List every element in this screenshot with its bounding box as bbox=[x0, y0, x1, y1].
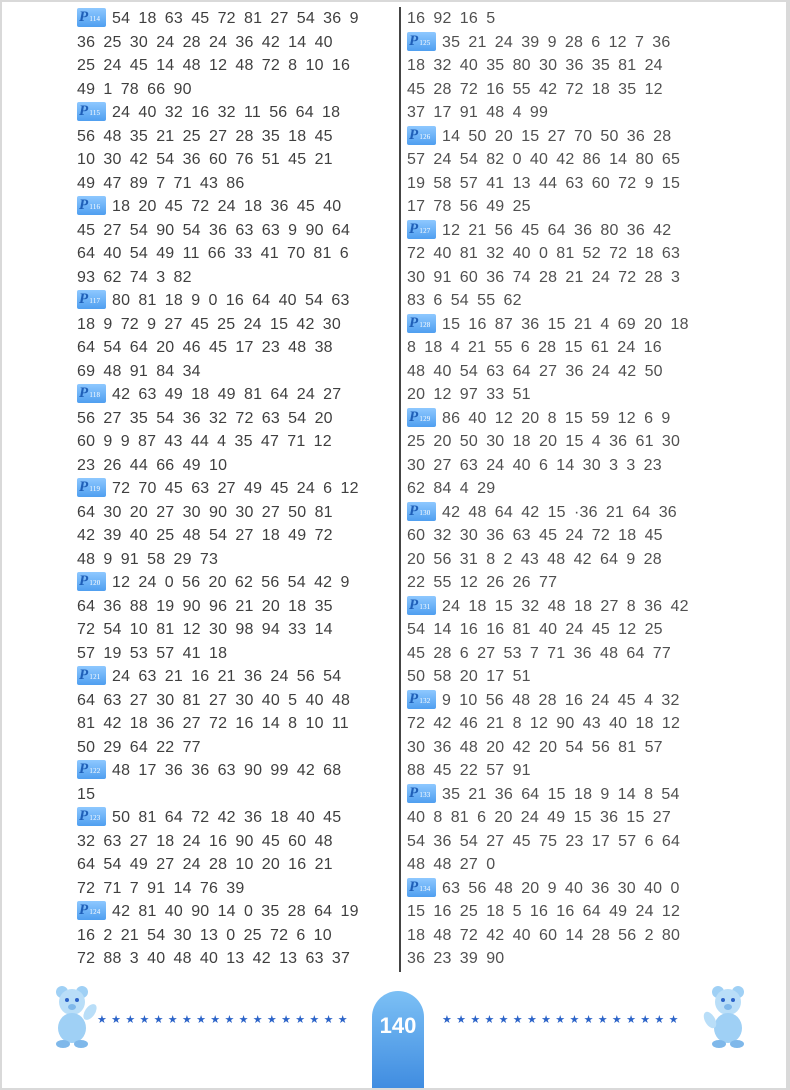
problem-start-line bbox=[407, 31, 725, 55]
number-sequence: 18 48 72 42 40 60 14 28 56 2 80 bbox=[407, 926, 681, 944]
number-line bbox=[77, 548, 395, 572]
number-line bbox=[77, 642, 395, 666]
problem-start-line bbox=[77, 195, 395, 219]
number-sequence: 64 54 64 20 46 45 17 23 48 38 bbox=[77, 339, 333, 356]
problem-tag bbox=[77, 196, 106, 215]
number-line bbox=[77, 313, 395, 337]
number-line bbox=[77, 31, 395, 55]
number-sequence: 20 12 97 33 51 bbox=[407, 386, 531, 403]
problem-start-line bbox=[77, 759, 395, 783]
number-sequence: 64 63 27 30 81 27 30 40 5 40 48 bbox=[77, 691, 351, 709]
number-sequence: 18 9 72 9 27 45 25 24 15 42 30 bbox=[77, 315, 341, 333]
right-column bbox=[407, 7, 725, 971]
number-line bbox=[77, 454, 395, 478]
number-sequence: 48 9 91 58 29 73 bbox=[77, 550, 219, 568]
page bbox=[2, 2, 786, 1088]
number-sequence: 35 21 24 39 9 28 6 12 7 36 bbox=[442, 33, 671, 51]
problem-tag-number: 129 bbox=[419, 414, 431, 423]
problem-tag-letter: P bbox=[79, 479, 89, 496]
problem-start-line bbox=[407, 877, 725, 901]
problem-tag-number: 130 bbox=[419, 508, 431, 517]
number-line bbox=[407, 642, 725, 666]
number-sequence: 72 71 7 91 14 76 39 bbox=[77, 879, 245, 897]
number-sequence: 42 63 49 18 49 81 64 24 27 bbox=[112, 386, 342, 403]
problem-tag bbox=[77, 102, 106, 121]
number-sequence: 86 40 12 20 8 15 59 12 6 9 bbox=[442, 409, 671, 427]
number-sequence: 50 81 64 72 42 36 18 40 45 bbox=[112, 809, 342, 826]
problem-start-line bbox=[407, 501, 725, 525]
problem-start-line bbox=[407, 219, 725, 243]
problem-start-line bbox=[77, 477, 395, 501]
number-sequence: 32 63 27 18 24 16 90 45 60 48 bbox=[77, 832, 333, 850]
number-sequence: 64 36 88 19 90 96 21 20 18 35 bbox=[77, 597, 333, 615]
problem-tag-number: 133 bbox=[419, 790, 431, 799]
problem-tag-letter: P bbox=[409, 220, 419, 237]
number-sequence: 16 92 16 5 bbox=[407, 10, 496, 27]
problem-tag-number: 116 bbox=[89, 203, 101, 212]
number-line bbox=[77, 712, 395, 736]
problem-tag-number: 128 bbox=[419, 320, 431, 329]
star-border-left: ★★★★★★★★★★★★★★★★★★ bbox=[97, 1014, 352, 1026]
problem-tag-letter: P bbox=[409, 878, 419, 895]
number-line bbox=[77, 853, 395, 877]
number-sequence: 36 25 30 24 28 24 36 42 14 40 bbox=[77, 33, 333, 51]
problem-tag-number: 122 bbox=[89, 767, 101, 776]
problem-start-line bbox=[77, 383, 395, 407]
problem-tag-letter: P bbox=[79, 573, 89, 590]
number-sequence: 12 24 0 56 20 62 56 54 42 9 bbox=[112, 574, 350, 591]
problem-tag-number: 132 bbox=[419, 696, 431, 705]
number-line bbox=[77, 54, 395, 78]
number-line bbox=[77, 336, 395, 360]
number-line bbox=[77, 924, 395, 948]
number-sequence: 24 63 21 16 21 36 24 56 54 bbox=[112, 668, 342, 685]
number-line bbox=[407, 524, 725, 548]
number-line bbox=[77, 219, 395, 243]
number-line bbox=[407, 759, 725, 783]
problem-tag bbox=[407, 32, 436, 51]
problem-tag-letter: P bbox=[409, 596, 419, 613]
column-divider bbox=[399, 7, 401, 972]
number-line bbox=[407, 571, 725, 595]
number-sequence: 49 47 89 7 71 43 86 bbox=[77, 174, 245, 192]
number-line bbox=[77, 830, 395, 854]
number-line bbox=[407, 618, 725, 642]
number-sequence: 72 40 81 32 40 0 81 52 72 18 63 bbox=[407, 245, 681, 262]
number-sequence: 42 39 40 25 48 54 27 18 49 72 bbox=[77, 527, 333, 544]
number-sequence: 16 2 21 54 30 13 0 25 72 6 10 bbox=[77, 926, 332, 944]
problem-tag bbox=[407, 502, 436, 521]
number-line bbox=[407, 172, 725, 196]
problem-tag bbox=[77, 290, 106, 309]
number-sequence: 80 81 18 9 0 16 64 40 54 63 bbox=[112, 292, 350, 309]
problem-tag bbox=[407, 878, 436, 897]
page-footer bbox=[2, 977, 786, 1088]
number-sequence: 48 17 36 36 63 90 99 42 68 bbox=[112, 762, 342, 779]
number-sequence: 30 91 60 36 74 28 21 24 72 28 3 bbox=[407, 268, 681, 286]
number-line bbox=[77, 242, 395, 266]
number-sequence: 45 27 54 90 54 36 63 63 9 90 64 bbox=[77, 221, 351, 239]
problem-tag-letter: P bbox=[79, 197, 89, 214]
number-sequence: 42 48 64 42 15 ·36 21 64 36 bbox=[442, 503, 677, 521]
number-sequence: 93 62 74 3 82 bbox=[77, 268, 192, 286]
problem-tag-letter: P bbox=[79, 291, 89, 308]
number-sequence: 54 14 16 16 81 40 24 45 12 25 bbox=[407, 621, 663, 638]
number-line bbox=[407, 360, 725, 384]
problem-tag-letter: P bbox=[409, 408, 419, 425]
number-sequence: 14 50 20 15 27 70 50 36 28 bbox=[442, 127, 672, 145]
number-sequence: 25 20 50 30 18 20 15 4 36 61 30 bbox=[407, 433, 681, 450]
number-sequence: 40 8 81 6 20 24 49 15 36 15 27 bbox=[407, 809, 671, 826]
number-sequence: 54 36 54 27 45 75 23 17 57 6 64 bbox=[407, 832, 681, 850]
problem-start-line bbox=[77, 101, 395, 125]
number-line bbox=[77, 148, 395, 172]
problem-tag bbox=[77, 807, 106, 826]
number-sequence: 30 27 63 24 40 6 14 30 3 3 23 bbox=[407, 456, 662, 474]
number-line bbox=[407, 947, 725, 971]
number-sequence: 20 56 31 8 2 43 48 42 64 9 28 bbox=[407, 550, 662, 568]
number-line bbox=[77, 266, 395, 290]
problem-tag bbox=[407, 408, 436, 427]
number-sequence: 25 24 45 14 48 12 48 72 8 10 16 bbox=[77, 57, 351, 74]
number-line bbox=[407, 195, 725, 219]
problem-start-line bbox=[77, 665, 395, 689]
number-line bbox=[77, 360, 395, 384]
problem-start-line bbox=[77, 7, 395, 31]
problem-tag-letter: P bbox=[79, 667, 89, 684]
number-line bbox=[407, 54, 725, 78]
number-line bbox=[77, 430, 395, 454]
problem-tag-letter: P bbox=[79, 103, 89, 120]
number-line bbox=[407, 78, 725, 102]
number-sequence: 17 78 56 49 25 bbox=[407, 198, 531, 215]
number-line bbox=[407, 383, 725, 407]
number-sequence: 36 23 39 90 bbox=[407, 950, 505, 967]
number-sequence: 64 40 54 49 11 66 33 41 70 81 6 bbox=[77, 245, 349, 262]
number-line bbox=[77, 689, 395, 713]
number-sequence: 15 16 87 36 15 21 4 69 20 18 bbox=[442, 315, 689, 333]
problem-tag-letter: P bbox=[79, 902, 89, 919]
problem-start-line bbox=[77, 900, 395, 924]
problem-tag-letter: P bbox=[409, 126, 419, 143]
number-sequence: 24 40 32 16 32 11 56 64 18 bbox=[112, 104, 341, 121]
number-line bbox=[407, 736, 725, 760]
number-line bbox=[77, 524, 395, 548]
number-sequence: 88 45 22 57 91 bbox=[407, 762, 531, 779]
problem-tag bbox=[407, 690, 436, 709]
bear-mascot-icon bbox=[50, 982, 102, 1050]
problem-start-line bbox=[407, 313, 725, 337]
number-sequence: 42 81 40 90 14 0 35 28 64 19 bbox=[112, 903, 359, 920]
number-sequence: 69 48 91 84 34 bbox=[77, 362, 201, 380]
number-sequence: 72 88 3 40 48 40 13 42 13 63 37 bbox=[77, 950, 351, 967]
number-line bbox=[407, 101, 725, 125]
problem-tag-number: 117 bbox=[89, 297, 101, 306]
number-line bbox=[407, 806, 725, 830]
number-sequence: 60 32 30 36 63 45 24 72 18 45 bbox=[407, 527, 663, 544]
problem-tag-number: 123 bbox=[89, 814, 101, 823]
number-sequence: 30 36 48 20 42 20 54 56 81 57 bbox=[407, 738, 663, 756]
number-sequence: 50 58 20 17 51 bbox=[407, 668, 531, 685]
problem-tag bbox=[407, 314, 436, 333]
number-sequence: 48 40 54 63 64 27 36 24 42 50 bbox=[407, 362, 663, 380]
number-line bbox=[77, 595, 395, 619]
number-sequence: 49 1 78 66 90 bbox=[77, 80, 192, 98]
problem-tag-letter: P bbox=[79, 9, 89, 26]
number-sequence: 12 21 56 45 64 36 80 36 42 bbox=[442, 221, 672, 239]
number-sequence: 57 19 53 57 41 18 bbox=[77, 644, 228, 662]
problem-tag bbox=[77, 901, 106, 920]
number-sequence: 50 29 64 22 77 bbox=[77, 738, 201, 756]
problem-tag bbox=[77, 478, 106, 497]
number-sequence: 45 28 72 16 55 42 72 18 35 12 bbox=[407, 80, 663, 98]
number-sequence: 54 18 63 45 72 81 27 54 36 9 bbox=[112, 10, 359, 27]
problem-tag-letter: P bbox=[79, 385, 89, 402]
problem-tag-number: 118 bbox=[89, 391, 101, 400]
number-line bbox=[77, 877, 395, 901]
problem-tag bbox=[407, 126, 436, 145]
problem-tag-number: 126 bbox=[419, 132, 431, 141]
problem-start-line bbox=[407, 689, 725, 713]
page-number: 140 bbox=[372, 991, 424, 1088]
problem-tag-letter: P bbox=[409, 32, 419, 49]
number-sequence: 72 54 10 81 12 30 98 94 33 14 bbox=[77, 621, 333, 638]
number-sequence: 48 48 27 0 bbox=[407, 856, 496, 873]
problem-start-line bbox=[407, 125, 725, 149]
number-sequence: 24 18 15 32 48 18 27 8 36 42 bbox=[442, 597, 689, 615]
problem-start-line bbox=[407, 595, 725, 619]
bear-mascot-icon bbox=[702, 982, 754, 1050]
number-line bbox=[407, 830, 725, 854]
problem-tag-letter: P bbox=[79, 808, 89, 825]
number-sequence: 22 55 12 26 26 77 bbox=[407, 574, 558, 591]
number-line bbox=[77, 783, 395, 807]
number-line bbox=[77, 125, 395, 149]
number-sequence: 57 24 54 82 0 40 42 86 14 80 65 bbox=[407, 151, 681, 168]
number-sequence: 45 28 6 27 53 7 71 36 48 64 77 bbox=[407, 644, 671, 662]
problem-tag-number: 124 bbox=[89, 908, 101, 917]
number-sequence: 64 54 49 27 24 28 10 20 16 21 bbox=[77, 856, 333, 873]
number-sequence: 60 9 9 87 43 44 4 35 47 71 12 bbox=[77, 433, 332, 450]
number-line bbox=[407, 853, 725, 877]
problem-tag-letter: P bbox=[79, 761, 89, 778]
number-line bbox=[407, 477, 725, 501]
number-sequence: 56 27 35 54 36 32 72 63 54 20 bbox=[77, 409, 333, 427]
problem-tag bbox=[77, 760, 106, 779]
number-sequence: 15 bbox=[77, 785, 96, 803]
number-sequence: 72 70 45 63 27 49 45 24 6 12 bbox=[112, 480, 359, 497]
number-line bbox=[77, 947, 395, 971]
problem-tag bbox=[77, 572, 106, 591]
problem-tag-number: 131 bbox=[419, 602, 431, 611]
number-line bbox=[407, 7, 725, 31]
problem-tag bbox=[77, 666, 106, 685]
problem-tag-letter: P bbox=[409, 690, 419, 707]
number-sequence: 8 18 4 21 55 6 28 15 61 24 16 bbox=[407, 339, 662, 356]
problem-tag-number: 121 bbox=[89, 673, 101, 682]
number-sequence: 23 26 44 66 49 10 bbox=[77, 456, 228, 474]
number-line bbox=[77, 501, 395, 525]
problem-tag bbox=[407, 220, 436, 239]
number-sequence: 62 84 4 29 bbox=[407, 480, 496, 497]
problem-tag bbox=[77, 384, 106, 403]
problem-tag-number: 134 bbox=[419, 884, 431, 893]
number-sequence: 18 20 45 72 24 18 36 45 40 bbox=[112, 198, 342, 215]
problem-start-line bbox=[77, 571, 395, 595]
problem-tag-letter: P bbox=[409, 784, 419, 801]
number-line bbox=[407, 266, 725, 290]
number-sequence: 72 42 46 21 8 12 90 43 40 18 12 bbox=[407, 715, 681, 732]
number-sequence: 9 10 56 48 28 16 24 45 4 32 bbox=[442, 691, 680, 709]
problem-tag-number: 120 bbox=[89, 579, 101, 588]
problem-tag-number: 125 bbox=[419, 38, 431, 47]
number-line bbox=[407, 148, 725, 172]
number-line bbox=[407, 712, 725, 736]
number-sequence: 35 21 36 64 15 18 9 14 8 54 bbox=[442, 785, 680, 803]
number-line bbox=[407, 430, 725, 454]
number-sequence: 63 56 48 20 9 40 36 30 40 0 bbox=[442, 879, 680, 897]
problem-tag-letter: P bbox=[409, 314, 419, 331]
number-line bbox=[407, 242, 725, 266]
number-line bbox=[407, 454, 725, 478]
number-sequence: 81 42 18 36 27 72 16 14 8 10 11 bbox=[77, 715, 349, 732]
number-line bbox=[407, 289, 725, 313]
number-line bbox=[77, 172, 395, 196]
problem-tag-number: 114 bbox=[89, 15, 101, 24]
number-line bbox=[407, 924, 725, 948]
number-line bbox=[407, 548, 725, 572]
number-sequence: 56 48 35 21 25 27 28 35 18 45 bbox=[77, 127, 333, 145]
number-line bbox=[407, 336, 725, 360]
problem-tag bbox=[77, 8, 106, 27]
star-border-right: ★★★★★★★★★★★★★★★★★ bbox=[442, 1014, 683, 1026]
problem-tag bbox=[407, 784, 436, 803]
number-sequence: 18 32 40 35 80 30 36 35 81 24 bbox=[407, 57, 663, 74]
problem-tag bbox=[407, 596, 436, 615]
number-sequence: 64 30 20 27 30 90 30 27 50 81 bbox=[77, 503, 333, 521]
left-column bbox=[77, 7, 395, 971]
number-line bbox=[407, 900, 725, 924]
problem-tag-number: 119 bbox=[89, 485, 101, 494]
problem-tag-number: 115 bbox=[89, 109, 101, 118]
number-sequence: 19 58 57 41 13 44 63 60 72 9 15 bbox=[407, 174, 681, 192]
number-line bbox=[407, 665, 725, 689]
number-line bbox=[77, 78, 395, 102]
number-sequence: 83 6 54 55 62 bbox=[407, 292, 522, 309]
number-sequence: 37 17 91 48 4 99 bbox=[407, 104, 549, 121]
number-line bbox=[77, 618, 395, 642]
problem-start-line bbox=[77, 289, 395, 313]
problem-tag-number: 127 bbox=[419, 226, 431, 235]
number-line bbox=[77, 407, 395, 431]
number-sequence: 10 30 42 54 36 60 76 51 45 21 bbox=[77, 151, 333, 168]
problem-start-line bbox=[407, 783, 725, 807]
number-line bbox=[77, 736, 395, 760]
problem-tag-letter: P bbox=[409, 502, 419, 519]
number-sequence: 15 16 25 18 5 16 16 64 49 24 12 bbox=[407, 903, 681, 920]
problem-start-line bbox=[77, 806, 395, 830]
problem-start-line bbox=[407, 407, 725, 431]
